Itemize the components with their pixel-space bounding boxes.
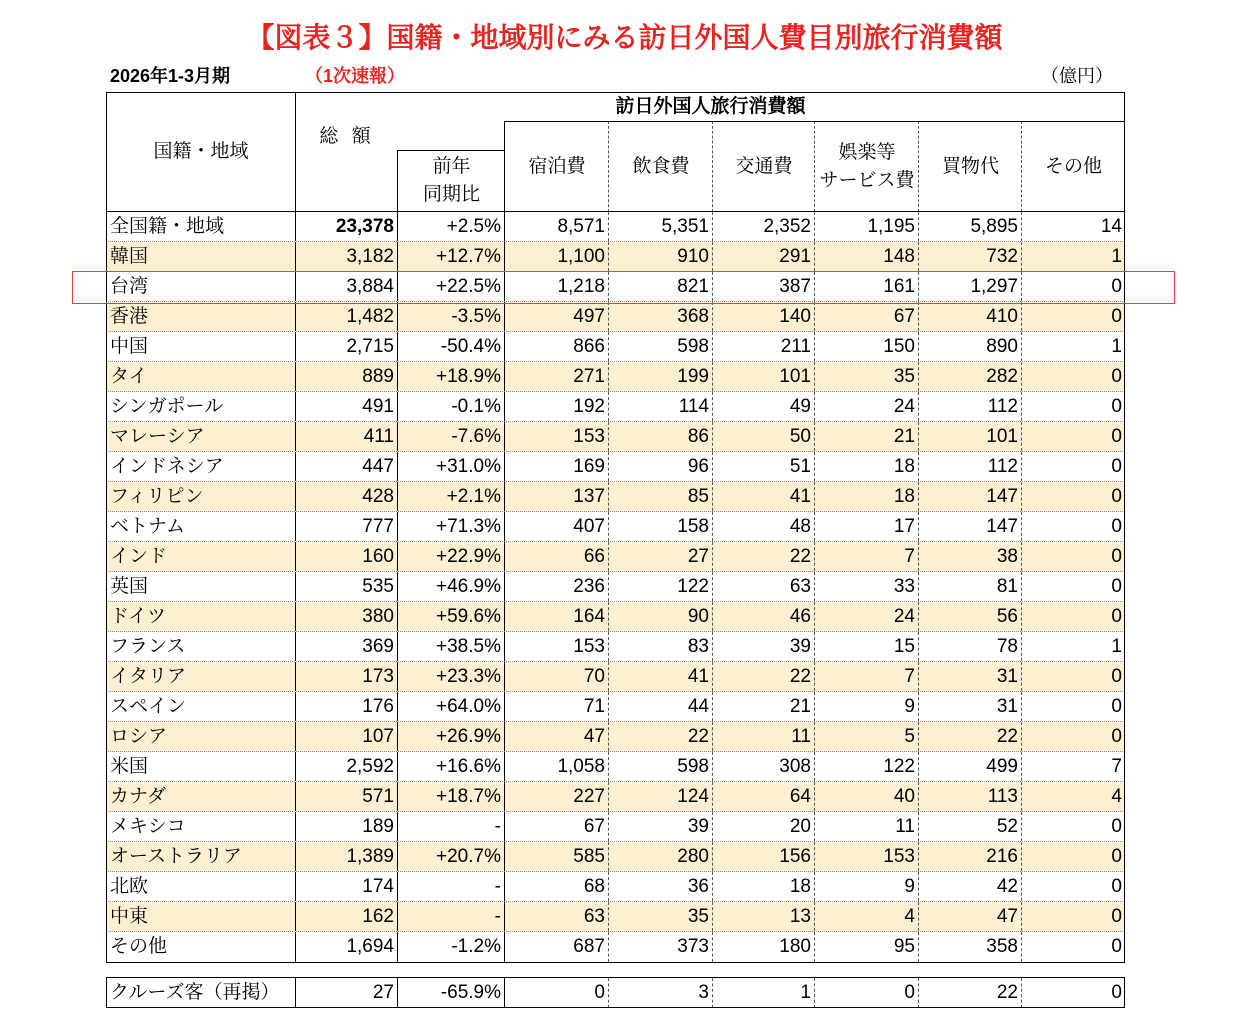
food-cell: 90 — [609, 602, 713, 631]
header-divider — [505, 121, 1125, 122]
lodging-cell: 227 — [505, 782, 609, 811]
other-cell: 0 — [1111, 276, 1122, 297]
table-row — [106, 932, 1125, 962]
cruise-table — [106, 978, 1125, 1008]
total-cell: 160 — [296, 542, 398, 571]
transport-cell: 1 — [713, 978, 815, 1008]
region-cell: 英国 — [106, 572, 296, 601]
transport-cell: 18 — [713, 872, 815, 901]
entertainment-cell: 122 — [815, 752, 919, 781]
total-cell: 491 — [296, 392, 398, 421]
lodging-cell: 1,058 — [505, 752, 609, 781]
column-divider — [608, 121, 609, 212]
transport-cell: 22 — [713, 542, 815, 571]
shopping-cell: 147 — [919, 482, 1022, 511]
transport-cell: 156 — [713, 842, 815, 871]
yoy-cell: - — [398, 812, 505, 841]
other-cell: 0 — [1111, 306, 1122, 327]
lodging-cell: 1,218 — [505, 272, 609, 301]
transport-cell: 51 — [713, 452, 815, 481]
region-cell: インドネシア — [106, 452, 296, 481]
yoy-cell: -65.9% — [398, 978, 505, 1008]
column-divider — [918, 121, 919, 212]
lodging-cell: 153 — [505, 632, 609, 661]
transport-cell: 387 — [713, 272, 815, 301]
total-cell: 571 — [296, 782, 398, 811]
table-row — [106, 392, 1125, 422]
header-transport — [713, 121, 815, 212]
yoy-cell: -0.1% — [398, 392, 505, 421]
region-cell: 北欧 — [106, 872, 296, 901]
other-cell: 0 — [1111, 396, 1122, 417]
entertainment-cell: 9 — [815, 872, 919, 901]
table-row — [106, 422, 1125, 452]
total-cell: 27 — [296, 978, 398, 1008]
transport-cell: 11 — [713, 722, 815, 751]
other-cell: 1 — [1111, 636, 1122, 657]
shopping-cell: 56 — [919, 602, 1022, 631]
shopping-cell: 112 — [919, 392, 1022, 421]
header-yoy-line2: 同期比 — [422, 184, 480, 205]
other-cell: 0 — [1111, 666, 1122, 687]
entertainment-cell: 24 — [815, 602, 919, 631]
yoy-cell: -7.6% — [398, 422, 505, 451]
transport-cell: 211 — [713, 332, 815, 361]
lodging-cell: 137 — [505, 482, 609, 511]
table-row — [106, 782, 1125, 812]
total-cell: 380 — [296, 602, 398, 631]
column-divider — [814, 121, 815, 212]
lodging-cell: 585 — [505, 842, 609, 871]
shopping-cell: 5,895 — [919, 212, 1022, 241]
entertainment-cell: 35 — [815, 362, 919, 391]
food-cell: 96 — [609, 452, 713, 481]
region-cell: ドイツ — [106, 602, 296, 631]
total-cell: 1,694 — [296, 932, 398, 962]
other-cell: 0 — [1111, 906, 1122, 927]
total-cell: 428 — [296, 482, 398, 511]
other-cell: 4 — [1111, 786, 1122, 807]
yoy-cell: -1.2% — [398, 932, 505, 962]
header-region-label: 国籍・地域 — [153, 141, 249, 162]
yoy-cell: +20.7% — [398, 842, 505, 871]
transport-cell: 41 — [713, 482, 815, 511]
other-cell: 1 — [1111, 246, 1122, 267]
lodging-cell: 0 — [505, 978, 609, 1008]
table-row — [106, 602, 1125, 632]
table-row — [106, 692, 1125, 722]
table-row — [106, 272, 1125, 302]
header-divider — [398, 150, 505, 151]
shopping-cell: 81 — [919, 572, 1022, 601]
other-cell: 0 — [1111, 456, 1122, 477]
header-total — [296, 122, 398, 152]
yoy-cell: -3.5% — [398, 302, 505, 331]
total-cell: 107 — [296, 722, 398, 751]
table-row — [106, 842, 1125, 872]
total-cell: 1,482 — [296, 302, 398, 331]
header-entertainment-line1: 娯楽等 — [838, 141, 896, 163]
entertainment-cell: 5 — [815, 722, 919, 751]
total-cell: 3,182 — [296, 242, 398, 271]
table-row — [106, 452, 1125, 482]
food-cell: 158 — [609, 512, 713, 541]
lodging-cell: 1,100 — [505, 242, 609, 271]
entertainment-cell: 161 — [815, 272, 919, 301]
yoy-cell: +12.7% — [398, 242, 505, 271]
status-label: （1次速報） — [305, 66, 406, 86]
lodging-cell: 866 — [505, 332, 609, 361]
table-row — [106, 572, 1125, 602]
food-cell: 598 — [609, 332, 713, 361]
total-cell: 2,592 — [296, 752, 398, 781]
yoy-cell: +16.6% — [398, 752, 505, 781]
table-row — [106, 902, 1125, 932]
food-cell: 199 — [609, 362, 713, 391]
total-cell: 2,715 — [296, 332, 398, 361]
region-cell: 米国 — [106, 752, 296, 781]
food-cell: 27 — [609, 542, 713, 571]
total-cell: 23,378 — [296, 212, 398, 241]
other-cell: 0 — [1111, 936, 1122, 957]
shopping-cell: 22 — [919, 722, 1022, 751]
other-cell: 14 — [1100, 216, 1122, 237]
header-yoy-line1: 前年 — [432, 156, 471, 177]
lodging-cell: 66 — [505, 542, 609, 571]
column-divider — [397, 150, 398, 212]
shopping-cell: 112 — [919, 452, 1022, 481]
other-cell: 0 — [1111, 696, 1122, 717]
transport-cell: 21 — [713, 692, 815, 721]
entertainment-cell: 15 — [815, 632, 919, 661]
food-cell: 5,351 — [609, 212, 713, 241]
header-entertainment-line2: サービス費 — [819, 169, 915, 191]
region-cell: カナダ — [106, 782, 296, 811]
transport-cell: 46 — [713, 602, 815, 631]
table-row — [106, 362, 1125, 392]
other-cell: 0 — [1111, 876, 1122, 897]
entertainment-cell: 153 — [815, 842, 919, 871]
transport-cell: 13 — [713, 902, 815, 931]
period-label: 2026年1-3月期 — [110, 66, 231, 86]
other-cell: 0 — [1111, 426, 1122, 447]
lodging-cell: 63 — [505, 902, 609, 931]
yoy-cell: +2.5% — [398, 212, 505, 241]
region-cell: マレーシア — [106, 422, 296, 451]
region-cell: スペイン — [106, 692, 296, 721]
food-cell: 373 — [609, 932, 713, 962]
entertainment-cell: 40 — [815, 782, 919, 811]
shopping-cell: 47 — [919, 902, 1022, 931]
total-cell: 369 — [296, 632, 398, 661]
total-cell: 3,884 — [296, 272, 398, 301]
other-cell: 0 — [1111, 726, 1122, 747]
transport-cell: 20 — [713, 812, 815, 841]
entertainment-cell: 7 — [815, 542, 919, 571]
yoy-cell: -50.4% — [398, 332, 505, 361]
entertainment-cell: 1,195 — [815, 212, 919, 241]
header-region — [106, 92, 296, 212]
column-divider — [295, 92, 296, 212]
food-cell: 598 — [609, 752, 713, 781]
header-food-label: 飲食費 — [632, 155, 690, 177]
table-row — [106, 632, 1125, 662]
table-row — [106, 542, 1125, 572]
header-group-label: 訪日外国人旅行消費額 — [615, 95, 806, 117]
lodging-cell: 68 — [505, 872, 609, 901]
shopping-cell: 499 — [919, 752, 1022, 781]
food-cell: 41 — [609, 662, 713, 691]
other-cell: 0 — [1111, 516, 1122, 537]
shopping-cell: 890 — [919, 332, 1022, 361]
region-cell: フィリピン — [106, 482, 296, 511]
transport-cell: 140 — [713, 302, 815, 331]
total-cell: 189 — [296, 812, 398, 841]
total-cell: 447 — [296, 452, 398, 481]
transport-cell: 22 — [713, 662, 815, 691]
yoy-cell: +2.1% — [398, 482, 505, 511]
entertainment-cell: 148 — [815, 242, 919, 271]
region-cell: その他 — [106, 932, 296, 962]
table-body — [106, 212, 1125, 962]
entertainment-cell: 24 — [815, 392, 919, 421]
food-cell: 122 — [609, 572, 713, 601]
shopping-cell: 282 — [919, 362, 1022, 391]
region-cell: 韓国 — [106, 242, 296, 271]
lodging-cell: 169 — [505, 452, 609, 481]
region-cell: ロシア — [106, 722, 296, 751]
other-cell: 0 — [1111, 576, 1122, 597]
yoy-cell: +26.9% — [398, 722, 505, 751]
column-divider — [504, 121, 505, 212]
shopping-cell: 52 — [919, 812, 1022, 841]
header-yoy — [398, 150, 505, 212]
transport-cell: 50 — [713, 422, 815, 451]
region-cell: 全国籍・地域 — [106, 212, 296, 241]
entertainment-cell: 17 — [815, 512, 919, 541]
other-cell: 0 — [1111, 846, 1122, 867]
other-cell: 0 — [1111, 606, 1122, 627]
region-cell: 中国 — [106, 332, 296, 361]
transport-cell: 308 — [713, 752, 815, 781]
food-cell: 83 — [609, 632, 713, 661]
shopping-cell: 31 — [919, 692, 1022, 721]
table-row — [106, 872, 1125, 902]
entertainment-cell: 33 — [815, 572, 919, 601]
other-cell: 0 — [1111, 982, 1122, 1003]
food-cell: 368 — [609, 302, 713, 331]
entertainment-cell: 4 — [815, 902, 919, 931]
other-cell: 0 — [1111, 546, 1122, 567]
total-cell: 777 — [296, 512, 398, 541]
entertainment-cell: 7 — [815, 662, 919, 691]
entertainment-cell: 18 — [815, 482, 919, 511]
figure-title: 【図表３】国籍・地域別にみる訪日外国人費目別旅行消費額 — [246, 22, 1003, 53]
table-row — [106, 812, 1125, 842]
yoy-cell: +71.3% — [398, 512, 505, 541]
region-cell: 香港 — [106, 302, 296, 331]
entertainment-cell: 9 — [815, 692, 919, 721]
region-cell: ベトナム — [106, 512, 296, 541]
table-row — [106, 662, 1125, 692]
yoy-cell: +23.3% — [398, 662, 505, 691]
table-row — [106, 512, 1125, 542]
transport-cell: 49 — [713, 392, 815, 421]
other-cell: 0 — [1111, 816, 1122, 837]
total-cell: 1,389 — [296, 842, 398, 871]
shopping-cell: 101 — [919, 422, 1022, 451]
lodging-cell: 71 — [505, 692, 609, 721]
transport-cell: 180 — [713, 932, 815, 962]
other-cell: 1 — [1111, 336, 1122, 357]
yoy-cell: - — [398, 902, 505, 931]
transport-cell: 63 — [713, 572, 815, 601]
cruise-row — [106, 978, 1125, 1008]
yoy-cell: +18.7% — [398, 782, 505, 811]
lodging-cell: 497 — [505, 302, 609, 331]
lodging-cell: 153 — [505, 422, 609, 451]
entertainment-cell: 0 — [815, 978, 919, 1008]
transport-cell: 64 — [713, 782, 815, 811]
yoy-cell: +59.6% — [398, 602, 505, 631]
lodging-cell: 192 — [505, 392, 609, 421]
food-cell: 910 — [609, 242, 713, 271]
lodging-cell: 687 — [505, 932, 609, 962]
transport-cell: 48 — [713, 512, 815, 541]
lodging-cell: 271 — [505, 362, 609, 391]
total-cell: 889 — [296, 362, 398, 391]
header-food — [609, 121, 713, 212]
entertainment-cell: 18 — [815, 452, 919, 481]
region-cell: オーストラリア — [106, 842, 296, 871]
total-cell: 162 — [296, 902, 398, 931]
table-row — [106, 302, 1125, 332]
region-cell: インド — [106, 542, 296, 571]
food-cell: 85 — [609, 482, 713, 511]
yoy-cell: +22.5% — [398, 272, 505, 301]
shopping-cell: 38 — [919, 542, 1022, 571]
total-cell: 411 — [296, 422, 398, 451]
transport-cell: 2,352 — [713, 212, 815, 241]
lodging-cell: 70 — [505, 662, 609, 691]
shopping-cell: 22 — [919, 978, 1022, 1008]
yoy-cell: +18.9% — [398, 362, 505, 391]
other-cell: 0 — [1111, 366, 1122, 387]
header-group — [296, 92, 1125, 121]
food-cell: 36 — [609, 872, 713, 901]
table-row — [106, 722, 1125, 752]
lodging-cell: 47 — [505, 722, 609, 751]
food-cell: 39 — [609, 812, 713, 841]
shopping-cell: 147 — [919, 512, 1022, 541]
entertainment-cell: 150 — [815, 332, 919, 361]
yoy-cell: +64.0% — [398, 692, 505, 721]
header-lodging — [505, 121, 609, 212]
entertainment-cell: 67 — [815, 302, 919, 331]
yoy-cell: +22.9% — [398, 542, 505, 571]
entertainment-cell: 21 — [815, 422, 919, 451]
food-cell: 124 — [609, 782, 713, 811]
lodging-cell: 8,571 — [505, 212, 609, 241]
total-cell: 173 — [296, 662, 398, 691]
region-cell: 中東 — [106, 902, 296, 931]
shopping-cell: 732 — [919, 242, 1022, 271]
entertainment-cell: 95 — [815, 932, 919, 962]
shopping-cell: 216 — [919, 842, 1022, 871]
header-transport-label: 交通費 — [735, 155, 793, 177]
food-cell: 114 — [609, 392, 713, 421]
other-cell: 7 — [1111, 756, 1122, 777]
region-cell: イタリア — [106, 662, 296, 691]
column-divider — [712, 121, 713, 212]
column-divider — [1021, 121, 1022, 212]
lodging-cell: 164 — [505, 602, 609, 631]
entertainment-cell: 11 — [815, 812, 919, 841]
table-row — [106, 482, 1125, 512]
transport-cell: 39 — [713, 632, 815, 661]
shopping-cell: 358 — [919, 932, 1022, 962]
header-lodging-label: 宿泊費 — [528, 155, 586, 177]
region-cell: フランス — [106, 632, 296, 661]
region-cell: タイ — [106, 362, 296, 391]
header-entertainment — [815, 121, 919, 212]
other-cell: 0 — [1111, 486, 1122, 507]
shopping-cell: 31 — [919, 662, 1022, 691]
shopping-cell: 410 — [919, 302, 1022, 331]
header-other-label: その他 — [1044, 155, 1102, 177]
header-shopping — [919, 121, 1022, 212]
table-row — [106, 212, 1125, 242]
yoy-cell: +38.5% — [398, 632, 505, 661]
yoy-cell: +46.9% — [398, 572, 505, 601]
header-total-label: 総 額 — [319, 126, 375, 147]
total-cell: 535 — [296, 572, 398, 601]
shopping-cell: 113 — [919, 782, 1022, 811]
food-cell: 280 — [609, 842, 713, 871]
unit-label: （億円） — [1041, 66, 1113, 86]
food-cell: 44 — [609, 692, 713, 721]
total-cell: 174 — [296, 872, 398, 901]
lodging-cell: 236 — [505, 572, 609, 601]
food-cell: 86 — [609, 422, 713, 451]
table-row — [106, 332, 1125, 362]
shopping-cell: 42 — [919, 872, 1022, 901]
transport-cell: 101 — [713, 362, 815, 391]
table-row — [106, 242, 1125, 272]
header-shopping-label: 買物代 — [941, 155, 999, 177]
transport-cell: 291 — [713, 242, 815, 271]
total-cell: 176 — [296, 692, 398, 721]
table-row — [106, 752, 1125, 782]
region-cell: シンガポール — [106, 392, 296, 421]
shopping-cell: 78 — [919, 632, 1022, 661]
food-cell: 821 — [609, 272, 713, 301]
shopping-cell: 1,297 — [919, 272, 1022, 301]
lodging-cell: 407 — [505, 512, 609, 541]
region-cell: メキシコ — [106, 812, 296, 841]
yoy-cell: - — [398, 872, 505, 901]
food-cell: 35 — [609, 902, 713, 931]
food-cell: 3 — [609, 978, 713, 1008]
region-cell: クルーズ客（再掲） — [106, 978, 296, 1008]
region-cell: 台湾 — [106, 272, 296, 301]
header-other — [1022, 121, 1125, 212]
yoy-cell: +31.0% — [398, 452, 505, 481]
food-cell: 22 — [609, 722, 713, 751]
lodging-cell: 67 — [505, 812, 609, 841]
